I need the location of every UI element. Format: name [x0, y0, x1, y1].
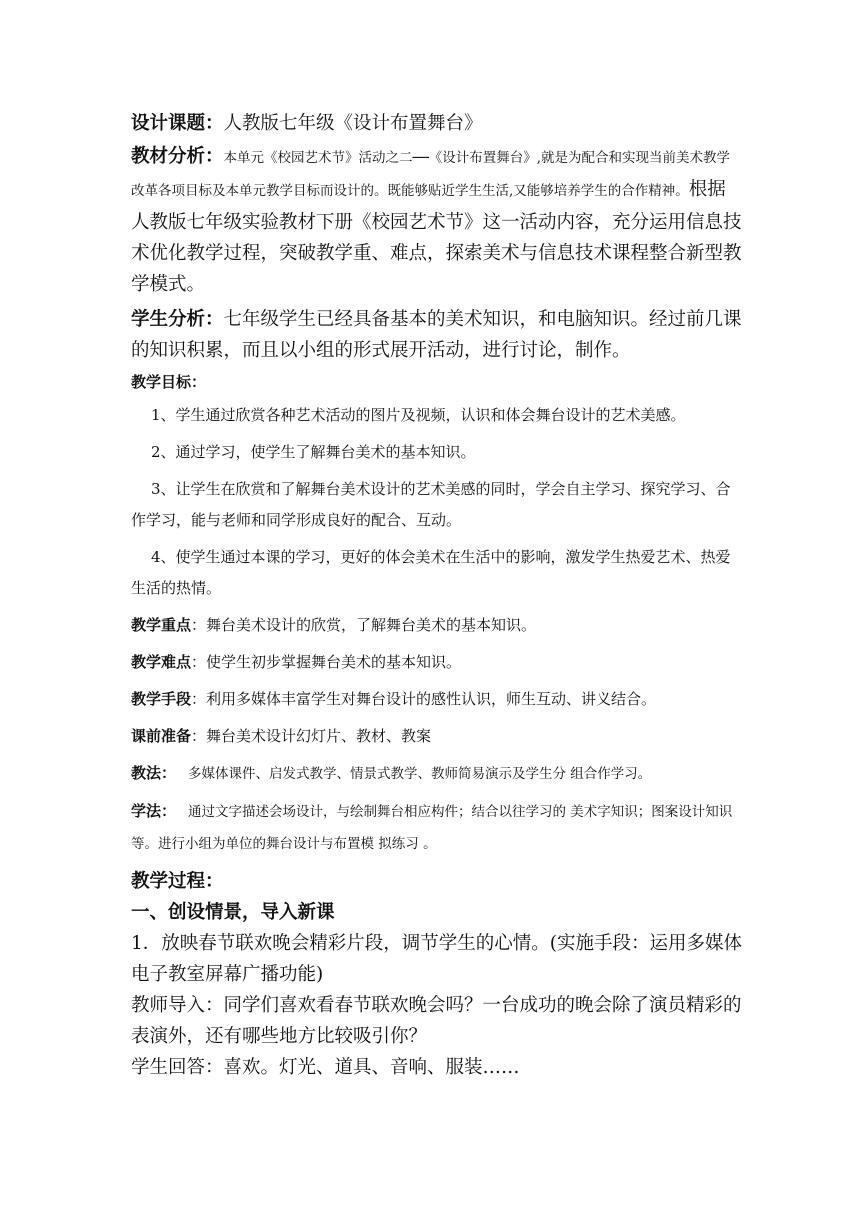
teacher-intro: 教师导入：同学们喜欢看春节联欢晚会吗？一台成功的晚会除了演员精彩的表演外，还有哪些地方比较吸引你？ [131, 995, 742, 1047]
teaching-goal-item: 1、学生通过欣赏各种艺术活动的图片及视频，认识和体会舞台设计的艺术美感。 [151, 406, 686, 424]
key-point-label: 教学重点 [131, 616, 192, 634]
difficulty-text: ：使学生初步掌握舞台美术的基本知识。 [191, 653, 462, 671]
difficulty-label: 教学难点 [131, 653, 192, 671]
preparation [131, 721, 743, 752]
means-text: ：利用多媒体丰富学生对舞台设计的感性认识，师生互动、讲义结合。 [191, 690, 657, 708]
material-analysis-label: 教材分析： [131, 146, 224, 167]
teaching-method-label: 教法： [131, 764, 177, 782]
learning-method-text: 通过文字描述会场设计，与绘制舞台相应构件；结合以往学习的 美术字知识；图案设计知识等。进行小组为单位的舞台设计与布置模 拟练习 。 [131, 804, 733, 852]
preparation-text: ：舞台美术设计幻灯片、教材、教案 [191, 727, 432, 745]
student-analysis [131, 304, 743, 366]
means-label: 教学手段 [131, 690, 192, 708]
design-topic-label: 设计课题： [131, 113, 224, 134]
material-analysis-small-text: 本单元《校园艺术节》活动之二──《设计布置舞台》,就是为配合和实现当前美术教学改革各项目标及本单元教学目标而设计的。既能够贴近学生生活,又能够培养学生的合作精神。 [131, 150, 731, 199]
process-label: 教学过程： [131, 871, 224, 892]
learning-method [131, 796, 743, 860]
means [131, 684, 743, 715]
key-point-text: ：舞台美术设计的欣赏，了解舞台美术的基本知识。 [191, 616, 537, 634]
document-page [131, 108, 743, 1083]
section1-title: 一、创设情景，导入新课 [131, 902, 335, 923]
teaching-method-text: 多媒体课件、启发式教学、情景式教学、教师简易演示及学生分 组合作学习。 [188, 766, 652, 782]
design-topic-value: 人教版七年级《设计布置舞台》 [223, 113, 483, 134]
design-topic [131, 108, 743, 139]
learning-method-label: 学法： [131, 802, 177, 820]
teaching-goal-item: 4、使学生通过本课的学习，更好的体会美术在生活中的影响，激发学生热爱艺术、热爱生活的热情。 [131, 548, 731, 597]
teaching-goal-item: 2、通过学习，使学生了解舞台美术的基本知识。 [151, 443, 476, 461]
teaching-goal-item: 3、让学生在欣赏和了解舞台美术设计的艺术美感的同时，学会自主学习、探究学习、合作学习，能与老师和同学形成良好的配合、互动。 [131, 480, 731, 529]
material-analysis-large-text: 根据人教版七年级实验教材下册《校园艺术节》这一活动内容，充分运用信息技术优化教学过程，突破教学重、难点，探索美术与信息技术课程整合新型教学模式。 [131, 179, 742, 295]
student-analysis-label: 学生分析： [131, 309, 224, 330]
process-step1: 1．放映春节联欢晚会精彩片段，调节学生的心情。(实施手段：运用多媒体电子教室屏幕广播功能) [131, 933, 742, 985]
teaching-goals-label: 教学目标： [131, 373, 207, 391]
key-point [131, 610, 743, 641]
preparation-label: 课前准备 [131, 727, 192, 745]
material-analysis [131, 141, 743, 300]
student-answer: 学生回答：喜欢。灯光、道具、音响、服装…… [131, 1057, 520, 1078]
teaching-method [131, 758, 743, 790]
student-analysis-text: 七年级学生已经具备基本的美术知识，和电脑知识。经过前几课的知识积累，而且以小组的形式展开活动，进行讨论，制作。 [131, 309, 742, 361]
difficulty [131, 647, 743, 678]
